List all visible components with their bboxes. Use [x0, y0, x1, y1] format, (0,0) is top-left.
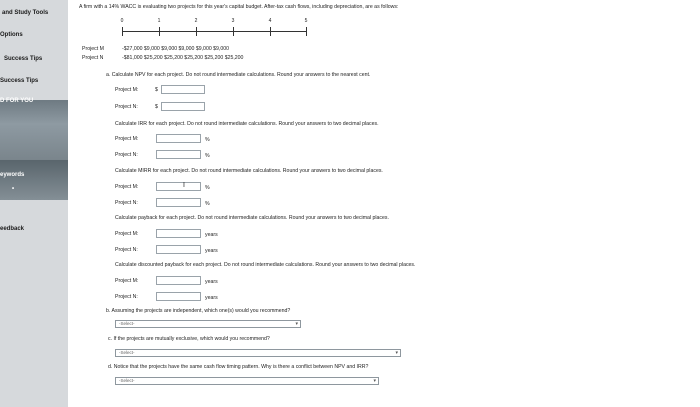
timeline-tick	[196, 27, 197, 36]
dollar-sign: $	[155, 104, 158, 110]
sidebar-banner	[0, 100, 68, 160]
project-n-name: Project N	[82, 55, 104, 61]
part-b-select[interactable]: -Select- ▾	[115, 320, 301, 328]
payback-project-m-label: Project M:	[115, 231, 139, 237]
bullet-icon: •	[12, 186, 15, 192]
sidebar-item-options[interactable]: Options	[0, 32, 23, 38]
timeline-tick	[122, 27, 123, 36]
timeline-tick	[306, 27, 307, 36]
discounted-payback-instruction: Calculate discounted payback for each project. Do not round intermediate calculations. Round your answers to two decimal places.	[115, 262, 416, 268]
disc-payback-project-n-input[interactable]	[156, 292, 201, 301]
chevron-down-icon: ▾	[395, 350, 398, 356]
mirr-project-n-label: Project N:	[115, 200, 138, 206]
payback-instruction: Calculate payback for each project. Do not round intermediate calculations. Round your answers to two decimal places.	[115, 215, 389, 221]
chevron-down-icon: ▾	[373, 378, 376, 384]
part-c-question: c. If the projects are mutually exclusive, which would you recommend?	[108, 336, 270, 342]
disc-payback-project-m-input[interactable]	[156, 276, 201, 285]
sidebar-item-success-tips-2[interactable]: Success Tips	[0, 78, 39, 84]
part-d-select[interactable]: -Select- ▾	[115, 377, 379, 385]
sidebar-item-study-tools[interactable]: and Study Tools	[2, 10, 49, 16]
chevron-down-icon: ▾	[295, 321, 298, 327]
text-cursor-icon: I	[183, 182, 185, 189]
years-unit: years	[205, 232, 218, 238]
years-unit: years	[205, 295, 218, 301]
disc-payback-project-m-label: Project M:	[115, 278, 139, 284]
npv-project-n-input[interactable]	[161, 102, 205, 111]
timeline-label: 0	[120, 18, 124, 24]
timeline-tick	[270, 27, 271, 36]
sidebar-item-for-you[interactable]: D FOR YOU	[0, 98, 34, 104]
payback-project-n-label: Project N:	[115, 247, 138, 253]
problem-intro: A firm with a 14% WACC is evaluating two projects for this year's capital budget. After-tax cash flows, including depreciation, are as follows:	[79, 4, 399, 10]
disc-payback-project-n-label: Project N:	[115, 294, 138, 300]
payback-project-m-input[interactable]	[156, 229, 201, 238]
payback-project-n-input[interactable]	[156, 245, 201, 254]
part-d-question: d. Notice that the projects have the same cash flow timing pattern. Why is there a conflict between NPV and IRR?	[108, 364, 369, 370]
cash-flow-timeline	[115, 18, 315, 40]
problem-content	[75, 0, 700, 407]
sidebar-banner-2	[0, 160, 68, 200]
irr-project-m-label: Project M:	[115, 136, 139, 142]
timeline-tick	[159, 27, 160, 36]
irr-project-n-label: Project N:	[115, 152, 138, 158]
dollar-sign: $	[155, 87, 158, 93]
timeline-label: 4	[268, 18, 272, 24]
mirr-project-m-label: Project M:	[115, 184, 139, 190]
timeline-axis	[122, 31, 307, 32]
sidebar	[0, 0, 68, 407]
sidebar-item-feedback[interactable]: eedback	[0, 226, 25, 232]
timeline-label: 5	[304, 18, 308, 24]
sidebar-item-success-tips-1[interactable]: Success Tips	[4, 56, 43, 62]
percent-sign: %	[205, 137, 210, 143]
project-n-flows: -$81,000 $25,200 $25,200 $25,200 $25,200 $25,200	[122, 55, 244, 61]
years-unit: years	[205, 279, 218, 285]
mirr-project-m-input[interactable]	[156, 182, 201, 191]
project-m-name: Project M	[82, 46, 104, 52]
years-unit: years	[205, 248, 218, 254]
project-m-flows: -$27,000 $9,000 $9,000 $9,000 $9,000 $9,000	[122, 46, 230, 52]
percent-sign: %	[205, 153, 210, 159]
npv-project-m-input[interactable]	[161, 85, 205, 94]
npv-project-n-label: Project N:	[115, 104, 138, 110]
percent-sign: %	[205, 185, 210, 191]
part-b-question: b. Assuming the projects are independent, which one(s) would you recommend?	[106, 308, 291, 314]
mirr-instruction: Calculate MIRR for each project. Do not round intermediate calculations. Round your answers to two decimal places.	[115, 168, 383, 174]
irr-project-n-input[interactable]	[156, 150, 201, 159]
part-c-select[interactable]: -Select- ▾	[115, 349, 401, 357]
timeline-label: 3	[231, 18, 235, 24]
npv-instruction: a. Calculate NPV for each project. Do not round intermediate calculations. Round your answers to the nearest cent.	[106, 72, 371, 78]
timeline-label: 2	[194, 18, 198, 24]
irr-project-m-input[interactable]	[156, 134, 201, 143]
percent-sign: %	[205, 201, 210, 207]
mirr-project-n-input[interactable]	[156, 198, 201, 207]
irr-instruction: Calculate IRR for each project. Do not round intermediate calculations. Round your answers to two decimal places.	[115, 121, 379, 127]
sidebar-item-keywords[interactable]: eywords	[0, 172, 25, 178]
timeline-tick	[233, 27, 234, 36]
timeline-label: 1	[157, 18, 161, 24]
npv-project-m-label: Project M:	[115, 87, 139, 93]
